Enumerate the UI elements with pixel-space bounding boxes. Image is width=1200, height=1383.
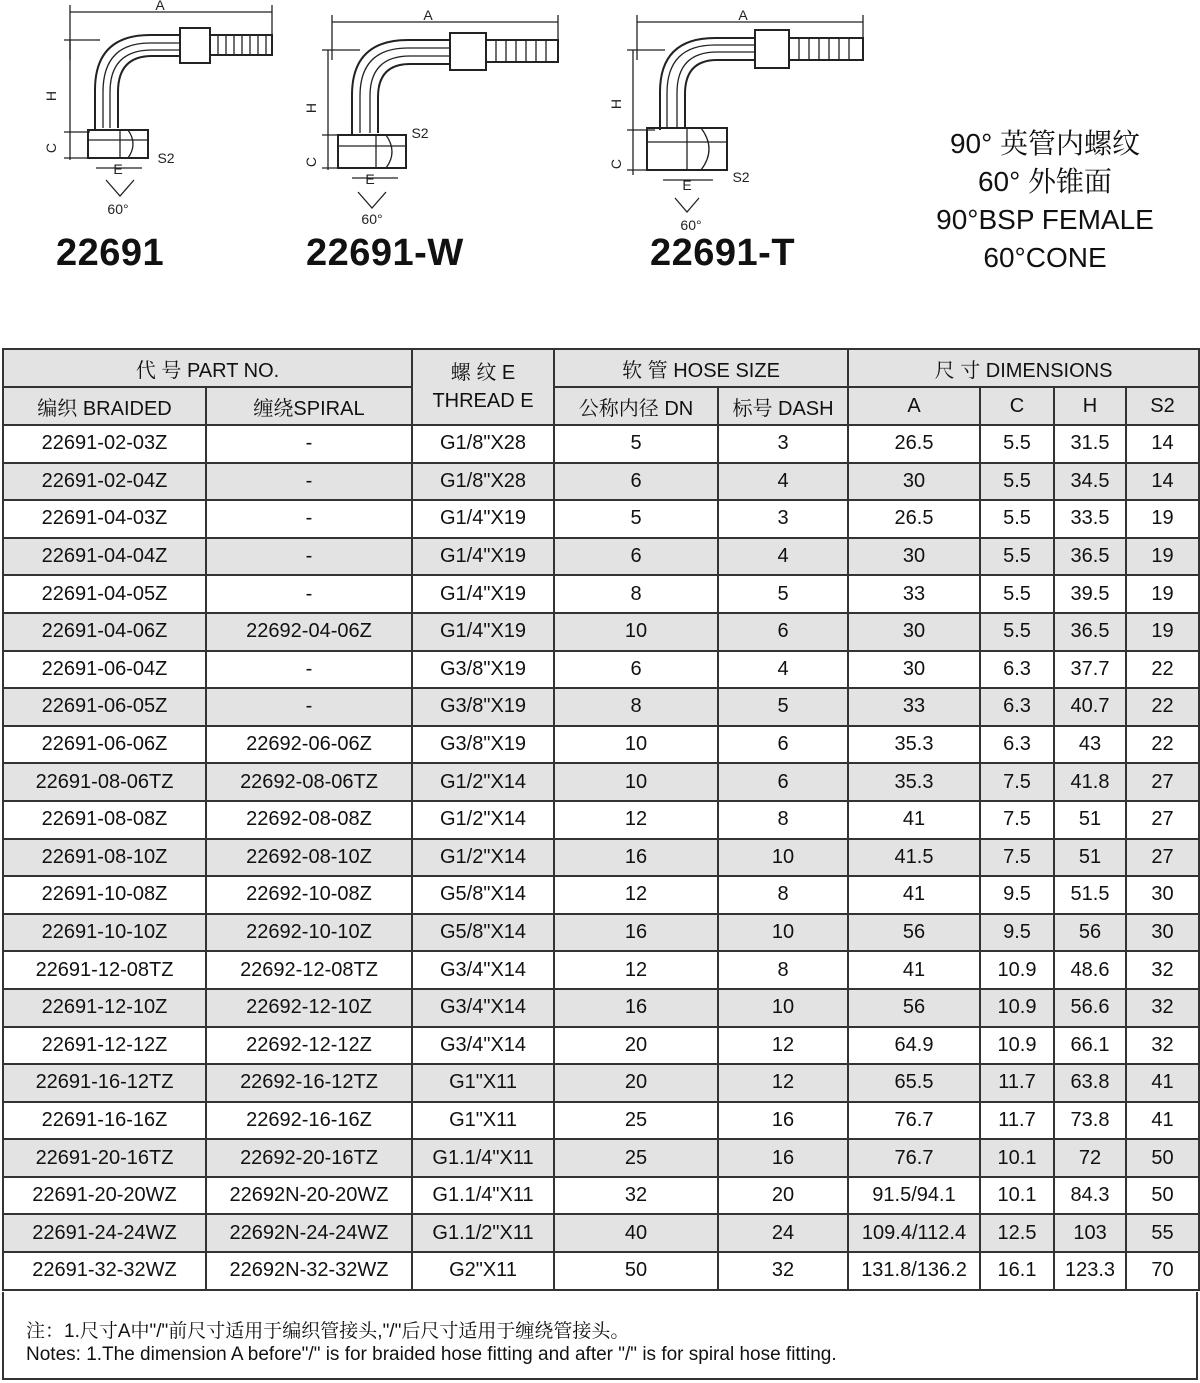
dim-label-s2: S2 bbox=[411, 125, 429, 141]
cell-dash: 12 bbox=[718, 1027, 848, 1065]
cell-s2: 32 bbox=[1126, 989, 1199, 1027]
cell-dn: 6 bbox=[554, 651, 718, 689]
cell-dn: 6 bbox=[554, 463, 718, 501]
cell-spiral: 22692-16-12TZ bbox=[206, 1064, 412, 1102]
cell-spiral: 22692-06-06Z bbox=[206, 726, 412, 764]
cell-c: 12.5 bbox=[980, 1214, 1054, 1252]
cell-c: 10.1 bbox=[980, 1177, 1054, 1215]
cell-dn: 20 bbox=[554, 1064, 718, 1102]
table-row bbox=[3, 914, 1199, 952]
cell-dn: 40 bbox=[554, 1214, 718, 1252]
cell-s2: 22 bbox=[1126, 726, 1199, 764]
cell-thread: G1/2"X14 bbox=[412, 839, 554, 877]
cell-dash: 5 bbox=[718, 688, 848, 726]
model-label-22691: 22691 bbox=[56, 232, 165, 274]
cell-h: 103 bbox=[1054, 1214, 1126, 1252]
cell-spiral: 22692-12-10Z bbox=[206, 989, 412, 1027]
cell-dash: 3 bbox=[718, 500, 848, 538]
table-row bbox=[3, 1177, 1199, 1215]
cell-dash: 8 bbox=[718, 876, 848, 914]
cell-a: 109.4/112.4 bbox=[848, 1214, 980, 1252]
title-line-cn-2: 60° 外锥面 bbox=[977, 166, 1113, 197]
cell-a: 33 bbox=[848, 688, 980, 726]
cell-h: 40.7 bbox=[1054, 688, 1126, 726]
cell-s2: 22 bbox=[1126, 651, 1199, 689]
cell-spiral: - bbox=[206, 500, 412, 538]
cell-braided: 22691-12-08TZ bbox=[3, 951, 206, 989]
cell-spiral: 22692-08-10Z bbox=[206, 839, 412, 877]
dim-label-h: H bbox=[43, 90, 59, 102]
cell-dash: 16 bbox=[718, 1102, 848, 1140]
cell-braided: 22691-04-05Z bbox=[3, 575, 206, 613]
cell-thread: G5/8"X14 bbox=[412, 914, 554, 952]
cell-dn: 12 bbox=[554, 951, 718, 989]
cell-braided: 22691-20-20WZ bbox=[3, 1177, 206, 1215]
cell-dash: 6 bbox=[718, 726, 848, 764]
cell-h: 63.8 bbox=[1054, 1064, 1126, 1102]
cell-spiral: - bbox=[206, 688, 412, 726]
cell-dash: 4 bbox=[718, 651, 848, 689]
cell-a: 76.7 bbox=[848, 1102, 980, 1140]
header-braided: 编织 BRAIDED bbox=[3, 387, 206, 425]
cell-a: 30 bbox=[848, 463, 980, 501]
dim-label-angle: 60° bbox=[680, 217, 702, 233]
cell-h: 66.1 bbox=[1054, 1027, 1126, 1065]
cell-dn: 16 bbox=[554, 989, 718, 1027]
cell-dn: 12 bbox=[554, 876, 718, 914]
cell-s2: 70 bbox=[1126, 1252, 1199, 1290]
cell-c: 9.5 bbox=[980, 914, 1054, 952]
cell-a: 33 bbox=[848, 575, 980, 613]
cell-c: 7.5 bbox=[980, 839, 1054, 877]
cell-dn: 10 bbox=[554, 726, 718, 764]
table-row bbox=[3, 839, 1199, 877]
cell-thread: G3/4"X14 bbox=[412, 1027, 554, 1065]
cell-braided: 22691-24-24WZ bbox=[3, 1214, 206, 1252]
cell-thread: G1/4"X19 bbox=[412, 500, 554, 538]
cell-c: 10.9 bbox=[980, 1027, 1054, 1065]
cell-braided: 22691-32-32WZ bbox=[3, 1252, 206, 1290]
cell-braided: 22691-08-10Z bbox=[3, 839, 206, 877]
cell-spiral: 22692-12-08TZ bbox=[206, 951, 412, 989]
cell-spiral: 22692-08-06TZ bbox=[206, 763, 412, 801]
cell-s2: 30 bbox=[1126, 876, 1199, 914]
cell-dash: 8 bbox=[718, 951, 848, 989]
cell-braided: 22691-08-06TZ bbox=[3, 763, 206, 801]
cell-c: 10.1 bbox=[980, 1139, 1054, 1177]
cell-thread: G3/8"X19 bbox=[412, 651, 554, 689]
cell-thread: G3/4"X14 bbox=[412, 989, 554, 1027]
cell-a: 65.5 bbox=[848, 1064, 980, 1102]
cell-spiral: - bbox=[206, 538, 412, 576]
dim-label-c: C bbox=[43, 142, 59, 154]
cell-h: 36.5 bbox=[1054, 538, 1126, 576]
cell-c: 6.3 bbox=[980, 688, 1054, 726]
cell-braided: 22691-16-16Z bbox=[3, 1102, 206, 1140]
cell-braided: 22691-12-10Z bbox=[3, 989, 206, 1027]
cell-h: 37.7 bbox=[1054, 651, 1126, 689]
cell-thread: G1"X11 bbox=[412, 1102, 554, 1140]
table-row bbox=[3, 651, 1199, 689]
cell-s2: 50 bbox=[1126, 1139, 1199, 1177]
cell-s2: 14 bbox=[1126, 463, 1199, 501]
cell-dn: 16 bbox=[554, 839, 718, 877]
cell-spiral: 22692-16-16Z bbox=[206, 1102, 412, 1140]
table-row bbox=[3, 463, 1199, 501]
table-row bbox=[3, 1214, 1199, 1252]
dim-label-c: C bbox=[608, 158, 624, 170]
cell-s2: 19 bbox=[1126, 538, 1199, 576]
cell-c: 5.5 bbox=[980, 538, 1054, 576]
cell-dash: 10 bbox=[718, 989, 848, 1027]
cell-c: 5.5 bbox=[980, 575, 1054, 613]
cell-dash: 4 bbox=[718, 538, 848, 576]
cell-s2: 32 bbox=[1126, 1027, 1199, 1065]
cell-braided: 22691-10-08Z bbox=[3, 876, 206, 914]
notes-box bbox=[2, 1292, 1198, 1380]
cell-braided: 22691-20-16TZ bbox=[3, 1139, 206, 1177]
dim-label-angle: 60° bbox=[107, 201, 129, 217]
cell-s2: 27 bbox=[1126, 763, 1199, 801]
spec-table bbox=[2, 348, 1200, 1291]
dim-label-h: H bbox=[608, 98, 624, 110]
cell-a: 41.5 bbox=[848, 839, 980, 877]
dim-label-a: A bbox=[738, 7, 748, 23]
cell-s2: 50 bbox=[1126, 1177, 1199, 1215]
cell-c: 11.7 bbox=[980, 1064, 1054, 1102]
cell-thread: G3/8"X19 bbox=[412, 688, 554, 726]
cell-braided: 22691-02-04Z bbox=[3, 463, 206, 501]
table-row bbox=[3, 575, 1199, 613]
header-h: H bbox=[1054, 387, 1126, 425]
cell-h: 34.5 bbox=[1054, 463, 1126, 501]
cell-a: 41 bbox=[848, 876, 980, 914]
cell-s2: 22 bbox=[1126, 688, 1199, 726]
cell-dash: 8 bbox=[718, 801, 848, 839]
cell-thread: G1.1/2"X11 bbox=[412, 1214, 554, 1252]
cell-dash: 10 bbox=[718, 839, 848, 877]
cell-s2: 30 bbox=[1126, 914, 1199, 952]
cell-a: 26.5 bbox=[848, 425, 980, 463]
table-row bbox=[3, 613, 1199, 651]
cell-dash: 16 bbox=[718, 1139, 848, 1177]
header-part-no: 代 号 PART NO. bbox=[3, 349, 412, 387]
cell-s2: 19 bbox=[1126, 575, 1199, 613]
cell-thread: G3/8"X19 bbox=[412, 726, 554, 764]
cell-spiral: 22692-10-08Z bbox=[206, 876, 412, 914]
cell-a: 35.3 bbox=[848, 763, 980, 801]
cell-h: 56 bbox=[1054, 914, 1126, 952]
table-row bbox=[3, 688, 1199, 726]
dim-label-e: E bbox=[113, 161, 123, 177]
cell-h: 31.5 bbox=[1054, 425, 1126, 463]
cell-dash: 32 bbox=[718, 1252, 848, 1290]
cell-c: 10.9 bbox=[980, 951, 1054, 989]
table-row bbox=[3, 801, 1199, 839]
cell-braided: 22691-04-04Z bbox=[3, 538, 206, 576]
title-line-en-2: 60°CONE bbox=[983, 242, 1107, 273]
dim-label-angle: 60° bbox=[361, 211, 383, 225]
table-row bbox=[3, 726, 1199, 764]
cell-s2: 27 bbox=[1126, 801, 1199, 839]
table-row bbox=[3, 951, 1199, 989]
header-thread: 螺 纹 E THREAD E bbox=[412, 349, 554, 425]
cell-dash: 6 bbox=[718, 763, 848, 801]
cell-dn: 12 bbox=[554, 801, 718, 839]
cell-spiral: - bbox=[206, 463, 412, 501]
dim-label-c: C bbox=[303, 156, 319, 168]
cell-thread: G1/2"X14 bbox=[412, 763, 554, 801]
table-row bbox=[3, 876, 1199, 914]
header-s2: S2 bbox=[1126, 387, 1199, 425]
cell-a: 26.5 bbox=[848, 500, 980, 538]
dim-label-h: H bbox=[303, 102, 319, 114]
dim-label-s2: S2 bbox=[732, 169, 750, 185]
cell-braided: 22691-08-08Z bbox=[3, 801, 206, 839]
header-hose-size: 软 管 HOSE SIZE bbox=[554, 349, 848, 387]
cell-a: 64.9 bbox=[848, 1027, 980, 1065]
cell-s2: 41 bbox=[1126, 1064, 1199, 1102]
cell-h: 39.5 bbox=[1054, 575, 1126, 613]
table-row bbox=[3, 538, 1199, 576]
cell-dn: 5 bbox=[554, 425, 718, 463]
header-dash: 标号 DASH bbox=[718, 387, 848, 425]
cell-thread: G5/8"X14 bbox=[412, 876, 554, 914]
cell-thread: G1/8"X28 bbox=[412, 463, 554, 501]
cell-h: 33.5 bbox=[1054, 500, 1126, 538]
title-line-en-1: 90°BSP FEMALE bbox=[936, 204, 1154, 235]
cell-a: 56 bbox=[848, 914, 980, 952]
cell-braided: 22691-16-12TZ bbox=[3, 1064, 206, 1102]
cell-c: 6.3 bbox=[980, 651, 1054, 689]
cell-h: 73.8 bbox=[1054, 1102, 1126, 1140]
cell-dash: 5 bbox=[718, 575, 848, 613]
cell-a: 91.5/94.1 bbox=[848, 1177, 980, 1215]
cell-braided: 22691-06-06Z bbox=[3, 726, 206, 764]
cell-s2: 19 bbox=[1126, 613, 1199, 651]
cell-h: 51 bbox=[1054, 839, 1126, 877]
cell-braided: 22691-06-05Z bbox=[3, 688, 206, 726]
cell-spiral: 22692-20-16TZ bbox=[206, 1139, 412, 1177]
cell-c: 5.5 bbox=[980, 425, 1054, 463]
header-c: C bbox=[980, 387, 1054, 425]
drawing-22691-t bbox=[605, 0, 875, 235]
cell-s2: 14 bbox=[1126, 425, 1199, 463]
table-row bbox=[3, 763, 1199, 801]
cell-c: 16.1 bbox=[980, 1252, 1054, 1290]
cell-braided: 22691-06-04Z bbox=[3, 651, 206, 689]
table-row bbox=[3, 1139, 1199, 1177]
dim-label-a: A bbox=[155, 0, 165, 13]
spec-table-body bbox=[3, 425, 1199, 1290]
cell-dn: 10 bbox=[554, 763, 718, 801]
cell-c: 10.9 bbox=[980, 989, 1054, 1027]
cell-dash: 10 bbox=[718, 914, 848, 952]
cell-s2: 32 bbox=[1126, 951, 1199, 989]
cell-h: 41.8 bbox=[1054, 763, 1126, 801]
dim-label-e: E bbox=[365, 171, 375, 187]
cell-a: 56 bbox=[848, 989, 980, 1027]
cell-a: 30 bbox=[848, 651, 980, 689]
cell-h: 36.5 bbox=[1054, 613, 1126, 651]
cell-spiral: 22692N-32-32WZ bbox=[206, 1252, 412, 1290]
cell-braided: 22691-10-10Z bbox=[3, 914, 206, 952]
cell-spiral: 22692-12-12Z bbox=[206, 1027, 412, 1065]
cell-c: 11.7 bbox=[980, 1102, 1054, 1140]
cell-h: 51 bbox=[1054, 801, 1126, 839]
table-row bbox=[3, 1252, 1199, 1290]
drawing-22691 bbox=[40, 0, 290, 225]
cell-a: 41 bbox=[848, 801, 980, 839]
cell-spiral: 22692-08-08Z bbox=[206, 801, 412, 839]
table-row bbox=[3, 425, 1199, 463]
cell-thread: G3/4"X14 bbox=[412, 951, 554, 989]
cell-thread: G1.1/4"X11 bbox=[412, 1177, 554, 1215]
dim-label-s2: S2 bbox=[157, 150, 175, 166]
cell-braided: 22691-04-03Z bbox=[3, 500, 206, 538]
cell-c: 6.3 bbox=[980, 726, 1054, 764]
cell-spiral: - bbox=[206, 651, 412, 689]
cell-dash: 12 bbox=[718, 1064, 848, 1102]
title-line-cn-1: 90° 英管内螺纹 bbox=[949, 128, 1141, 159]
drawing-22691-w bbox=[290, 0, 580, 225]
cell-thread: G1/2"X14 bbox=[412, 801, 554, 839]
table-row bbox=[3, 1064, 1199, 1102]
cell-dn: 5 bbox=[554, 500, 718, 538]
cell-spiral: - bbox=[206, 575, 412, 613]
cell-h: 123.3 bbox=[1054, 1252, 1126, 1290]
dim-label-a: A bbox=[423, 7, 433, 23]
dim-label-e: E bbox=[682, 177, 692, 193]
cell-thread: G1/4"X19 bbox=[412, 575, 554, 613]
cell-braided: 22691-02-03Z bbox=[3, 425, 206, 463]
cell-a: 76.7 bbox=[848, 1139, 980, 1177]
cell-dash: 3 bbox=[718, 425, 848, 463]
cell-spiral: 22692-04-06Z bbox=[206, 613, 412, 651]
table-row bbox=[3, 1102, 1199, 1140]
cell-spiral: 22692-10-10Z bbox=[206, 914, 412, 952]
cell-c: 5.5 bbox=[980, 463, 1054, 501]
cell-thread: G1/8"X28 bbox=[412, 425, 554, 463]
cell-s2: 41 bbox=[1126, 1102, 1199, 1140]
cell-dn: 20 bbox=[554, 1027, 718, 1065]
cell-a: 41 bbox=[848, 951, 980, 989]
cell-thread: G1.1/4"X11 bbox=[412, 1139, 554, 1177]
cell-c: 5.5 bbox=[980, 613, 1054, 651]
cell-s2: 19 bbox=[1126, 500, 1199, 538]
table-row bbox=[3, 1027, 1199, 1065]
cell-spiral: 22692N-24-24WZ bbox=[206, 1214, 412, 1252]
cell-dn: 10 bbox=[554, 613, 718, 651]
cell-s2: 27 bbox=[1126, 839, 1199, 877]
cell-dn: 25 bbox=[554, 1139, 718, 1177]
cell-dn: 8 bbox=[554, 688, 718, 726]
header-a: A bbox=[848, 387, 980, 425]
cell-dash: 6 bbox=[718, 613, 848, 651]
cell-c: 5.5 bbox=[980, 500, 1054, 538]
note-cn: 注：1.尺寸A中"/"前尺寸适用于编织管接头,"/"后尺寸适用于缠绕管接头。 bbox=[26, 1321, 630, 1342]
cell-thread: G1/4"X19 bbox=[412, 613, 554, 651]
cell-braided: 22691-04-06Z bbox=[3, 613, 206, 651]
cell-dn: 32 bbox=[554, 1177, 718, 1215]
cell-c: 9.5 bbox=[980, 876, 1054, 914]
cell-dn: 16 bbox=[554, 914, 718, 952]
cell-h: 72 bbox=[1054, 1139, 1126, 1177]
cell-c: 7.5 bbox=[980, 801, 1054, 839]
cell-dash: 4 bbox=[718, 463, 848, 501]
cell-h: 56.6 bbox=[1054, 989, 1126, 1027]
cell-dn: 6 bbox=[554, 538, 718, 576]
cell-a: 30 bbox=[848, 538, 980, 576]
cell-spiral: - bbox=[206, 425, 412, 463]
cell-thread: G1/4"X19 bbox=[412, 538, 554, 576]
cell-dn: 50 bbox=[554, 1252, 718, 1290]
cell-c: 7.5 bbox=[980, 763, 1054, 801]
cell-s2: 55 bbox=[1126, 1214, 1199, 1252]
cell-a: 30 bbox=[848, 613, 980, 651]
cell-spiral: 22692N-20-20WZ bbox=[206, 1177, 412, 1215]
cell-dn: 25 bbox=[554, 1102, 718, 1140]
header-dimensions: 尺 寸 DIMENSIONS bbox=[848, 349, 1199, 387]
cell-braided: 22691-12-12Z bbox=[3, 1027, 206, 1065]
cell-a: 35.3 bbox=[848, 726, 980, 764]
cell-h: 84.3 bbox=[1054, 1177, 1126, 1215]
table-row bbox=[3, 500, 1199, 538]
cell-dn: 8 bbox=[554, 575, 718, 613]
model-label-22691-w: 22691-W bbox=[306, 232, 464, 274]
cell-thread: G2"X11 bbox=[412, 1252, 554, 1290]
cell-h: 51.5 bbox=[1054, 876, 1126, 914]
cell-dash: 20 bbox=[718, 1177, 848, 1215]
cell-thread: G1"X11 bbox=[412, 1064, 554, 1102]
table-row bbox=[3, 989, 1199, 1027]
cell-dash: 24 bbox=[718, 1214, 848, 1252]
header-spiral: 缠绕SPIRAL bbox=[206, 387, 412, 425]
header-dn: 公称内径 DN bbox=[554, 387, 718, 425]
product-title bbox=[905, 125, 1185, 277]
cell-h: 48.6 bbox=[1054, 951, 1126, 989]
note-en: Notes: 1.The dimension A before"/" is for braided hose fitting and after "/" is for spiral hose fitting. bbox=[26, 1344, 837, 1365]
cell-h: 43 bbox=[1054, 726, 1126, 764]
model-label-22691-t: 22691-T bbox=[650, 232, 796, 274]
cell-a: 131.8/136.2 bbox=[848, 1252, 980, 1290]
